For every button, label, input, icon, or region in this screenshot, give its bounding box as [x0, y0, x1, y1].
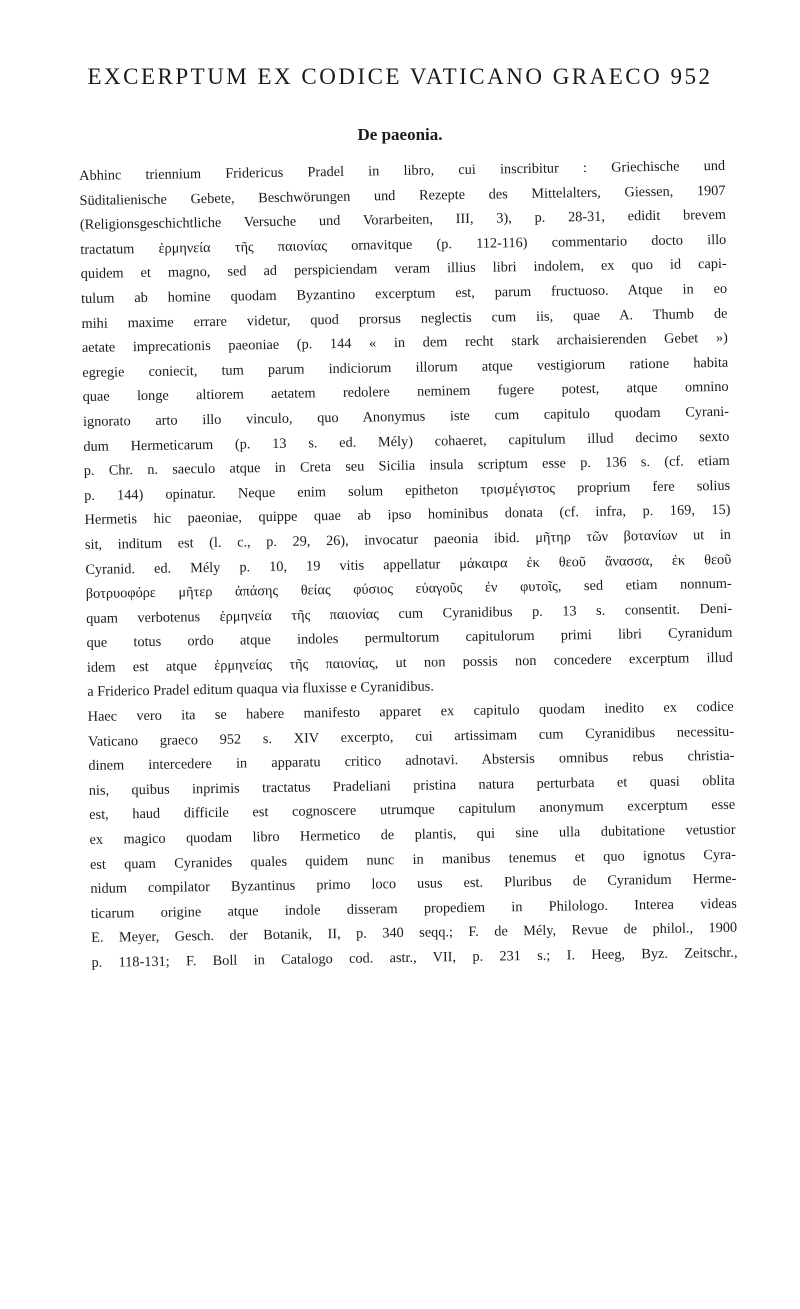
- text-line: nis, quibus inprimis tractatus Pradeliani pristina natura perturbata et quasi oblita: [88, 772, 735, 799]
- body-paragraph: [79, 154, 738, 976]
- text-line: quae longe altiorem aetatem redolere neminem fugere potest, atque omnino: [82, 379, 729, 406]
- text-line: dinem intercedere in apparatu critico adnotavi. Abstersis omnibus rebus christia-: [88, 748, 735, 775]
- text-line: Vaticano graeco 952 s. XIV excerpto, cui artissimam cum Cyranidibus necessitu-: [87, 723, 735, 750]
- text-line: Süditalienische Gebete, Beschwörungen und Rezepte des Mittelalters, Giessen, 1907: [79, 182, 726, 209]
- text-line: quidem et magno, sed ad perspiciendam veram illius libri indolem, ex quo id capi-: [80, 256, 727, 283]
- text-line: ex magico quodam libro Hermetico de plantis, qui sine ulla dubitatione vetustior: [89, 821, 736, 848]
- text-line: aetate imprecationis paeoniae (p. 144 « in dem recht stark archaisierenden Gebet »): [81, 329, 728, 357]
- text-line: ignorato arto illo vinculo, quo Anonymus iste cum capitulo quodam Cyrani-: [82, 403, 730, 430]
- text-line: dum Hermeticarum (p. 13 s. ed. Mély) cohaeret, capitulum illud decimo sexto: [83, 428, 730, 455]
- text-line: (Religionsgeschichtliche Versuche und Vorarbeiten, III, 3), p. 28-31, edidit brevem: [79, 207, 727, 234]
- text-line: nidum compilator Byzantinus primo loco usus est. Pluribus de Cyranidum Herme-: [90, 870, 737, 898]
- text-line: Hermetis hic paeoniae, quippe quae ab ipso hominibus donata (cf. infra, p. 169, 15): [84, 502, 731, 529]
- text-line: idem est atque ἑρμηνείας τῆς παιονίας, ut non possis non concedere excerptum illud: [86, 649, 733, 676]
- text-line: Abhinc triennium Fridericus Pradel in libro, cui inscribitur : Griechische und: [79, 157, 726, 184]
- text-line: egregie coniecit, tum parum indiciorum illorum atque vestigiorum ratione habita: [82, 354, 729, 381]
- text-line: a Friderico Pradel editum quaqua via fluxisse e Cyranidibus.: [87, 678, 435, 701]
- text-line: tulum ab homine quodam Byzantino excerptum est, parum fructuoso. Atque in eo: [80, 280, 728, 307]
- text-line: tractatum ἑρμηνεία τῆς παιονίας ornavitque (p. 112-116) commentario docto illo: [80, 231, 727, 258]
- text-line: est quam Cyranides quales quidem nunc in manibus tenemus et quo ignotus Cyra-: [89, 846, 737, 873]
- page-title: EXCERPTUM EX CODICE VATICANO GRAECO 952: [87, 64, 713, 89]
- text-line: sit, inditum est (l. c., p. 29, 26), invocatur paeonia ibid. μῆτηρ τῶν βοτανίων ut in: [84, 526, 732, 553]
- text-line: ticarum origine atque indole disseram propediem in Philologo. Interea videas: [90, 895, 737, 922]
- text-line: est, haud difficile est cognoscere utrumque capitulum anonymum excerptum esse: [89, 797, 736, 824]
- text-line: que totus ordo atque indoles permultorum capitulorum primi libri Cyranidum: [86, 625, 733, 652]
- text-line: Cyranid. ed. Mély p. 10, 19 vitis appellatur μάκαιρα ἐκ θεοῦ ἄνασσα, ἐκ θεοῦ: [85, 551, 732, 578]
- text-line: Haec vero ita se habere manifesto apparet ex capitulo quodam inedito ex codice: [87, 698, 734, 725]
- text-line: βοτρυοφόρε μῆτερ ἁπάσης θείας φύσιος εὐαγοῦς ἐν φυτοῖς, sed etiam nonnum-: [85, 575, 732, 603]
- text-line: p. 118-131; F. Boll in Catalogo cod. astr., VII, p. 231 s.; I. Heeg, Byz. Zeitschr.,: [91, 944, 738, 971]
- text-line: quam verbotenus ἑρμηνεία τῆς παιονίας cum Cyranidibus p. 13 s. consentit. Deni-: [86, 600, 733, 627]
- text-line: p. Chr. n. saeculo atque in Creta seu Sicilia insula scriptum esse p. 136 s. (cf. etiam: [83, 452, 730, 480]
- section-heading: De paeonia.: [357, 125, 443, 144]
- text-line: E. Meyer, Gesch. der Botanik, II, p. 340 seqq.; F. de Mély, Revue de philol., 1900: [91, 920, 738, 947]
- text-line: p. 144) opinatur. Neque enim solum epitheton τρισμέγιστος proprium fere solius: [84, 477, 731, 504]
- text-line: mihi maxime errare videtur, quod prorsus neglectis cum iis, quae A. Thumb de: [81, 305, 728, 332]
